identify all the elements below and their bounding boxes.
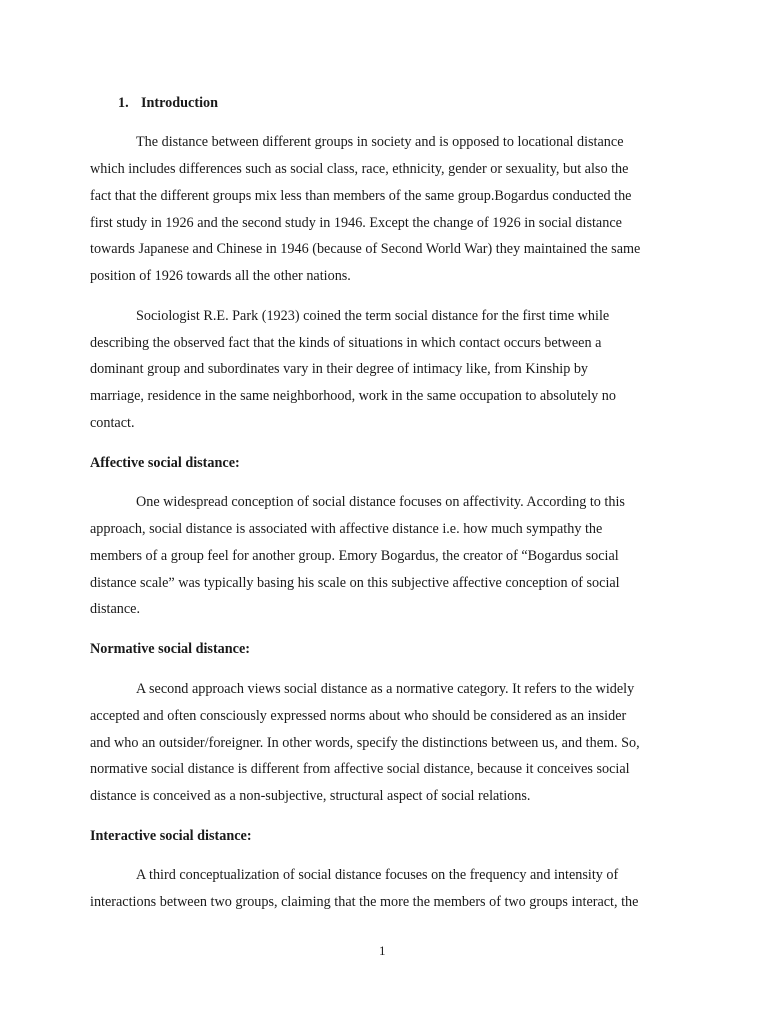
paragraph-line: A third conceptualization of social distance focuses on the frequency and intensity of [136, 867, 619, 883]
paragraph-line: contact. [90, 415, 135, 431]
paragraph-line: distance is conceived as a non-subjective, structural aspect of social relations. [90, 788, 531, 804]
section-number: 1. [118, 95, 129, 111]
paragraph-line: first study in 1926 and the second study in 1946. Except the change of 1926 in social distance [90, 215, 622, 231]
paragraph-line: towards Japanese and Chinese in 1946 (because of Second World War) they maintained the same [90, 241, 641, 257]
paragraph-line: distance scale” was typically basing his scale on this subjective affective conception of social [90, 575, 620, 591]
paragraph-line: A second approach views social distance as a normative category. It refers to the widely [136, 681, 635, 697]
page-number: 1 [379, 943, 386, 958]
paragraph-line: describing the observed fact that the kinds of situations in which contact occurs between a [90, 335, 602, 351]
paragraph-line: dominant group and subordinates vary in their degree of intimacy like, from Kinship by [90, 361, 589, 377]
paragraph-line: normative social distance is different from affective social distance, because it conceives social [90, 761, 630, 777]
paragraph-line: and who an outsider/foreigner. In other words, specify the distinctions between us, and them. So, [90, 735, 640, 751]
subsection-heading-normative: Normative social distance: [90, 641, 250, 657]
paragraph-line: approach, social distance is associated with affective distance i.e. how much sympathy the [90, 521, 603, 537]
paragraph-line: accepted and often consciously expressed norms about who should be considered as an insider [90, 708, 627, 724]
paragraph-line: fact that the different groups mix less than members of the same group.Bogardus conducted the [90, 188, 632, 204]
subsection-heading-affective: Affective social distance: [90, 455, 240, 471]
paragraph-line: The distance between different groups in society and is opposed to locational distance [136, 134, 624, 150]
paragraph-line: Sociologist R.E. Park (1923) coined the term social distance for the first time while [136, 308, 610, 324]
subsection-heading-interactive: Interactive social distance: [90, 828, 252, 844]
paragraph-line: marriage, residence in the same neighborhood, work in the same occupation to absolutely no [90, 388, 616, 404]
paragraph-line: distance. [90, 601, 141, 617]
paragraph-line: which includes differences such as social class, race, ethnicity, gender or sexuality, but also the [90, 161, 629, 177]
section-title: Introduction [141, 95, 218, 111]
paragraph-line: interactions between two groups, claiming that the more the members of two groups interact, the [90, 894, 639, 910]
paragraph-line: One widespread conception of social distance focuses on affectivity. According to this [136, 494, 625, 510]
paragraph-line: position of 1926 towards all the other nations. [90, 268, 351, 284]
paragraph-line: members of a group feel for another group. Emory Bogardus, the creator of “Bogardus social [90, 548, 619, 564]
